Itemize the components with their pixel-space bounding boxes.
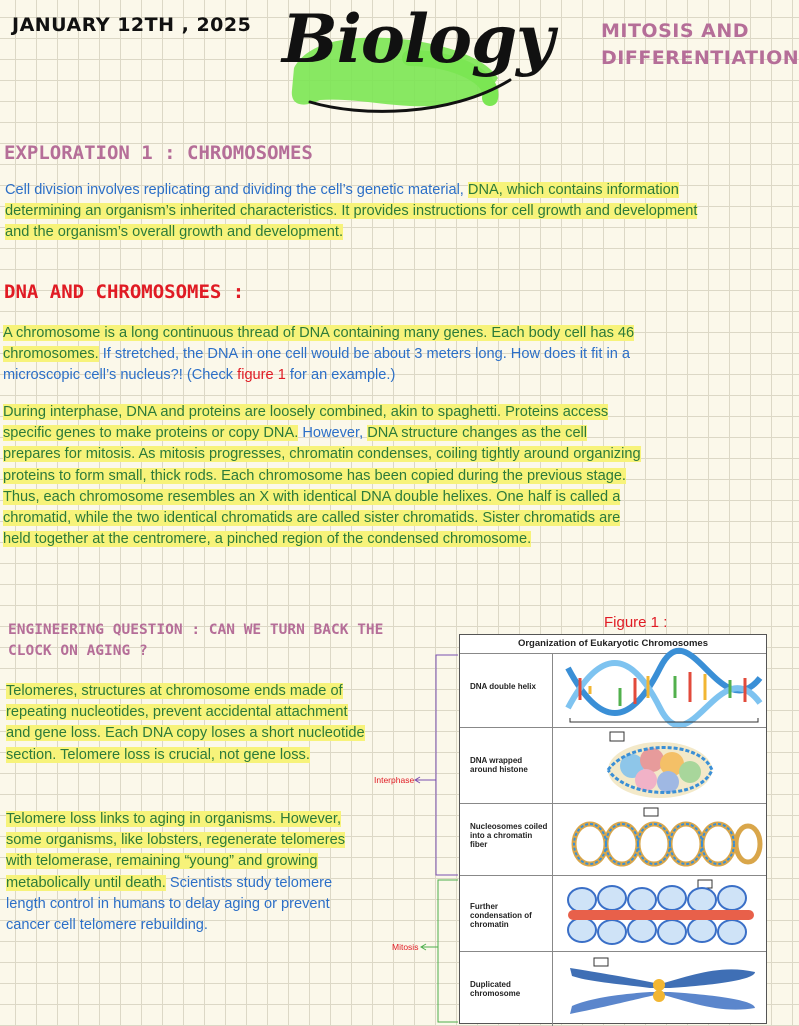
title-underline-swash [300,72,520,122]
figure-row-nucleosomes [460,803,766,876]
highlighted-text: As mitosis progresses, chromatin condenses, coiling tightly around organizing proteins to form small, thick rods. Each chromosome has been copied during the previous stage. Thus, each chromosome resembles an X with identical DNA double helixes. One half is called a chromatid, while the two identical chromatids are called sister chromatids. Sister chromatids are held together at the centromere, a pinched region of the condensed chromosome. [3,446,641,548]
mitosis-label: Mitosis [392,942,419,952]
figure-row-label: DNA double helix [470,682,536,691]
page-title: Biology [282,0,554,78]
nucleosome-fiber-illustration [560,806,765,876]
paragraph-text: However, [298,425,368,442]
figure-row-chromosome [460,951,766,1026]
paragraph-text: Scientists study telomere length control in humans to delay aging or prevent cancer cell telomere rebuilding. [6,874,333,934]
phase-brackets [370,650,462,1024]
dna-helix-illustration [560,658,765,724]
figure-chromosome-organization [459,634,767,1024]
paragraph-telomere-aging [6,809,371,936]
figure-row-label: DNA wrapped around histone [470,756,528,774]
page-date: JANUARY 12TH , 2025 [12,14,252,36]
paragraph-text: Cell division involves replicating and dividing the cell’s genetic material, [5,182,468,198]
section-heading-dna: DNA AND CHROMOSOMES : [4,281,245,303]
figure-row-label: Further condensation of chromatin [470,902,532,929]
paragraph-chromosome [3,323,651,387]
histone-illustration [560,730,765,802]
paragraph-interphase [3,402,643,550]
condensed-chromatin-illustration [560,878,765,950]
highlighted-text: Telomeres, structures at chromosome ends made of repeating nucleotides, prevent accidental attachment and gene loss. Each DNA copy loses a short nucleotide section. Telomere loss is crucial, not gene loss. [6,683,365,763]
figure-row-label: Nucleosomes coiled into a chromatin fiber [470,822,548,849]
highlighted-text: Telomere loss links to aging in organisms. However, some organisms, like lobsters, regenerate telomeres with telomerase, remaining “young” and growing metabolically until death. [6,811,346,891]
paragraph-telomeres [6,681,371,766]
highlighted-text: A chromosome is a long continuous thread of DNA containing many genes. Each body cell has 46 chromosomes. [3,325,635,363]
figure-title: Organization of Eukaryotic Chromosomes [517,638,709,649]
figure-row-histone [460,727,766,804]
highlighted-text: During interphase, DNA and proteins are loosely combined, akin to spaghetti. Proteins access specific genes to make proteins or copy DNA. [3,404,609,442]
figure-row-label: Duplicated chromosome [470,980,521,998]
topic-heading: MITOSIS AND DIFFERENTIATION [601,20,799,69]
paragraph-cell-division [5,180,715,244]
section-heading-exploration: EXPLORATION 1 : CHROMOSOMES [4,142,313,164]
paragraph-text: If stretched, the DNA in one cell would be about 3 meters long. How does it fit in a microscopic cell’s nucleus?! (Check [3,346,631,384]
duplicated-chromosome-illustration [560,954,765,1024]
figure-label: Figure 1 : [604,614,668,631]
highlighted-text: DNA structure changes as the cell prepares for mitosis. [3,425,588,463]
highlighted-text: DNA, which contains information determining an organism’s inherited characteristics. It provides instructions for cell growth and development and the organism’s overall growth and development. [5,182,698,241]
figure-row-condensation [460,875,766,952]
interphase-label: Interphase [374,775,415,785]
section-heading-engineering: ENGINEERING QUESTION : CAN WE TURN BACK THE CLOCK ON AGING ? [8,622,384,659]
figure-row-dna-helix [460,653,766,728]
figure-reference-link: figure 1 [237,367,286,384]
paragraph-text: for an example.) [285,367,396,384]
